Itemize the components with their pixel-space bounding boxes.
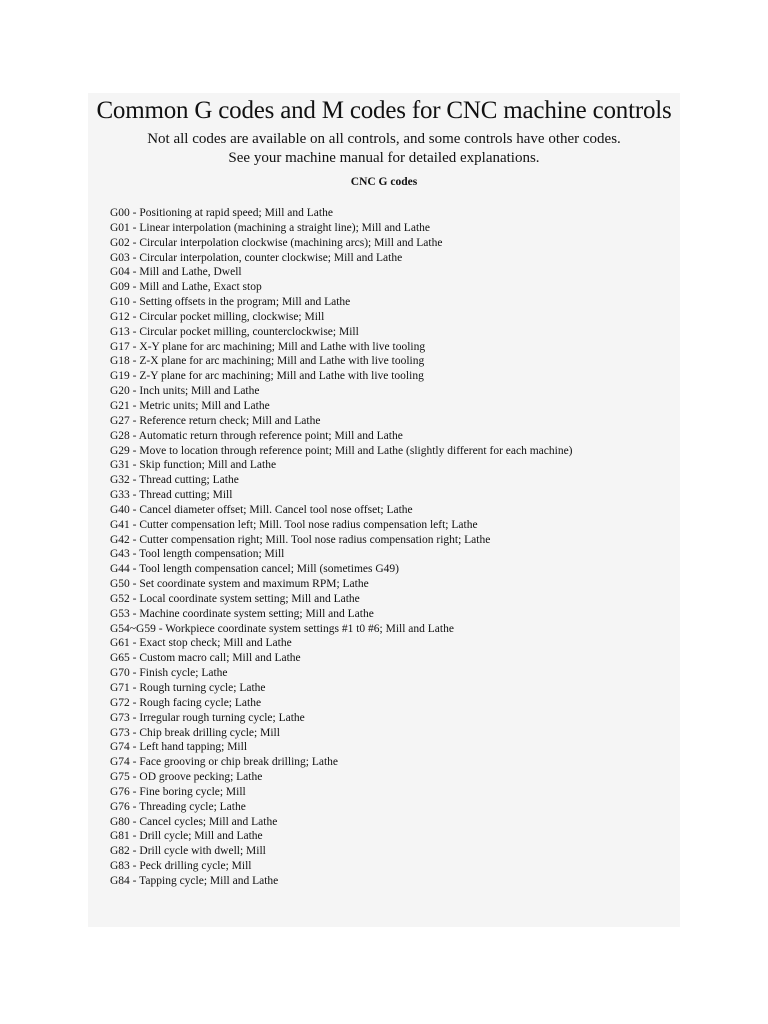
page-subtitle (88, 130, 680, 168)
g-code-item: G50 - Set coordinate system and maximum RPM; Lathe (110, 578, 369, 591)
section-heading-g-codes: CNC G codes (350, 176, 418, 188)
g-code-item: G31 - Skip function; Mill and Lathe (110, 459, 277, 472)
g-code-item: G21 - Metric units; Mill and Lathe (110, 399, 270, 412)
g-code-item: G32 - Thread cutting; Lathe (110, 474, 239, 487)
g-code-item: G20 - Inch units; Mill and Lathe (110, 385, 260, 398)
g-code-item: G13 - Circular pocket milling, counterclockwise; Mill (110, 325, 359, 338)
g-code-item: G82 - Drill cycle with dwell; Mill (110, 845, 266, 858)
g-code-item: G18 - Z-X plane for arc machining; Mill and Lathe with live tooling (110, 355, 425, 368)
subtitle-line-1: Not all codes are available on all controls, and some controls have other codes. (147, 131, 621, 147)
g-code-item: G04 - Mill and Lathe, Dwell (110, 266, 242, 279)
g-code-item: G53 - Machine coordinate system setting; Mill and Lathe (110, 607, 374, 620)
g-code-item: G01 - Linear interpolation (machining a straight line); Mill and Lathe (110, 221, 430, 234)
g-code-item: G73 - Irregular rough turning cycle; Lathe (110, 711, 305, 724)
g-code-item: G27 - Reference return check; Mill and Lathe (110, 414, 321, 427)
g-code-item: G29 - Move to location through reference point; Mill and Lathe (slightly different for each machine) (110, 444, 573, 457)
subtitle-line-2: See your machine manual for detailed explanations. (228, 150, 540, 166)
g-code-item: G17 - X-Y plane for arc machining; Mill and Lathe with live tooling (110, 340, 426, 353)
g-code-item: G80 - Cancel cycles; Mill and Lathe (110, 815, 278, 828)
g-code-item: G42 - Cutter compensation right; Mill. Tool nose radius compensation right; Lathe (110, 533, 491, 546)
g-code-item: G09 - Mill and Lathe, Exact stop (110, 281, 262, 294)
g-code-item: G71 - Rough turning cycle; Lathe (110, 682, 266, 694)
g-code-item: G43 - Tool length compensation; Mill (110, 548, 285, 561)
g-code-item: G44 - Tool length compensation cancel; Mill (sometimes G49) (110, 563, 399, 576)
g-code-item: G10 - Setting offsets in the program; Mill and Lathe (110, 296, 351, 309)
page-title: Common G codes and M codes for CNC machine controls (96, 97, 672, 124)
g-code-item: G19 - Z-Y plane for arc machining; Mill and Lathe with live tooling (110, 370, 424, 383)
g-code-item: G74 - Face grooving or chip break drilling; Lathe (110, 756, 339, 769)
g-code-list (110, 206, 680, 889)
g-code-item: G73 - Chip break drilling cycle; Mill (110, 726, 280, 739)
g-code-item: G75 - OD groove pecking; Lathe (110, 771, 263, 784)
g-code-item: G72 - Rough facing cycle; Lathe (110, 696, 262, 709)
g-code-item: G76 - Threading cycle; Lathe (110, 800, 246, 813)
g-code-item: G02 - Circular interpolation clockwise (machining arcs); Mill and Lathe (110, 236, 443, 249)
g-code-item: G81 - Drill cycle; Mill and Lathe (110, 830, 263, 843)
document-page (88, 93, 680, 927)
g-code-item: G70 - Finish cycle; Lathe (110, 667, 228, 680)
g-code-item: G12 - Circular pocket milling, clockwise; Mill (110, 310, 325, 323)
g-code-item: G54~G59 - Workpiece coordinate system settings #1 t0 #6; Mill and Lathe (110, 622, 454, 635)
g-code-item: G40 - Cancel diameter offset; Mill. Cancel tool nose offset; Lathe (110, 503, 413, 516)
g-code-item: G00 - Positioning at rapid speed; Mill and Lathe (110, 207, 333, 219)
g-code-item: G65 - Custom macro call; Mill and Lathe (110, 652, 301, 665)
g-code-item: G52 - Local coordinate system setting; Mill and Lathe (110, 592, 360, 605)
g-code-item: G61 - Exact stop check; Mill and Lathe (110, 637, 292, 650)
g-code-item: G74 - Left hand tapping; Mill (110, 741, 248, 754)
g-code-item: G33 - Thread cutting; Mill (110, 489, 233, 502)
g-code-item: G76 - Fine boring cycle; Mill (110, 785, 246, 798)
g-code-item: G03 - Circular interpolation, counter clockwise; Mill and Lathe (110, 251, 403, 264)
g-code-item: G28 - Automatic return through reference point; Mill and Lathe (110, 429, 403, 442)
g-code-item: G84 - Tapping cycle; Mill and Lathe (110, 874, 279, 887)
g-code-item: G41 - Cutter compensation left; Mill. Tool nose radius compensation left; Lathe (110, 518, 478, 531)
g-code-item: G83 - Peck drilling cycle; Mill (110, 860, 252, 873)
